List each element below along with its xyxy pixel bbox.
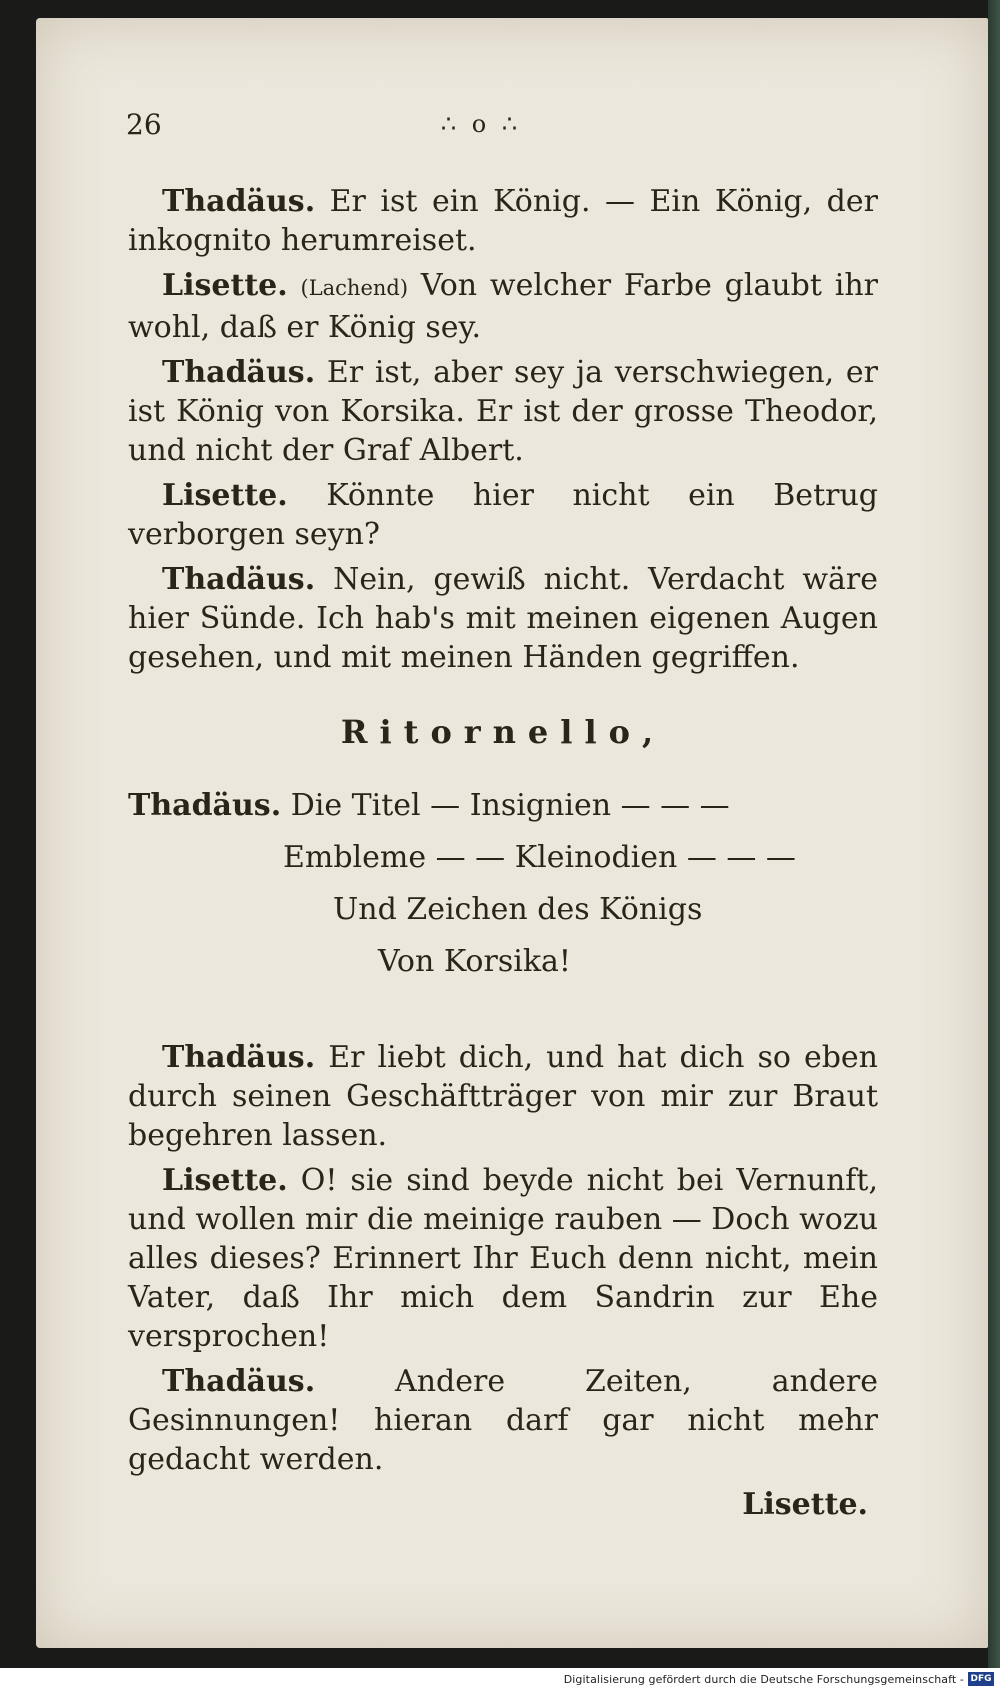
speaker-name: Thadäus. xyxy=(162,1364,316,1399)
speaker-name: Lisette. xyxy=(162,478,288,513)
dialogue-paragraph xyxy=(128,560,878,677)
digitization-credit: Digitalisierung gefördert durch die Deutsche Forschungsgemeinschaft - xyxy=(563,1673,964,1686)
dialogue-text: Er ist, aber sey ja verschwiegen, er ist König von Korsika. Er ist der grosse Theodor, und nicht der Graf Albert. xyxy=(128,355,878,468)
verse-line xyxy=(128,780,878,832)
catchword: Lisette. xyxy=(742,1487,868,1522)
verse-text: Die Titel — Insignien — — — xyxy=(290,788,730,823)
page-text xyxy=(128,182,878,1524)
dialogue-text: Könnte hier nicht ein Betrug verborgen seyn? xyxy=(128,478,878,552)
verse-block xyxy=(128,780,878,988)
dfg-logo-icon: DFG xyxy=(968,1672,994,1686)
section-heading: Ritornello, xyxy=(340,713,666,751)
dialogue-text: Nein, gewiß nicht. Verdacht wäre hier Sünde. Ich hab's mit meinen eigenen Augen gesehen, und mit meinen Händen gegriffen. xyxy=(128,562,878,675)
verse-line: Von Korsika! xyxy=(378,944,571,979)
speaker-name: Thadäus. xyxy=(128,788,282,823)
dialogue-paragraph xyxy=(128,476,878,554)
verse-line: Und Zeichen des Königs xyxy=(333,892,703,927)
speaker-name: Thadäus. xyxy=(162,1040,316,1075)
page-header xyxy=(86,108,876,148)
dialogue-paragraph xyxy=(128,1038,878,1155)
header-ornament: ∴ o ∴ xyxy=(440,110,522,138)
dialogue-text: Von welcher Farbe glaubt ihr wohl, daß er König sey. xyxy=(128,268,878,345)
dialogue-text: O! sie sind beyde nicht bei Vernunft, und wollen mir die meinige rauben — Doch wozu alles dieses? Erinnert Ihr Euch denn nicht, mein Vater, daß Ihr mich dem Sandrin zur Ehe versprochen! xyxy=(128,1163,878,1354)
page-number: 26 xyxy=(126,108,162,141)
dialogue-paragraph xyxy=(128,1362,878,1479)
dialogue-paragraph xyxy=(128,353,878,470)
dialogue-paragraph xyxy=(128,1161,878,1356)
speaker-name: Lisette. xyxy=(162,268,288,303)
dialogue-paragraph xyxy=(128,182,878,260)
stage-direction: (Lachend) xyxy=(300,276,409,300)
footer-bar xyxy=(0,1668,1000,1690)
speaker-name: Thadäus. xyxy=(162,184,316,219)
dialogue-text: Er liebt dich, und hat dich so eben durch seinen Geschäftträger von mir zur Braut begehren lassen. xyxy=(128,1040,878,1153)
dialogue-text: Andere Zeiten, andere Gesinnungen! hieran darf gar nicht mehr gedacht werden. xyxy=(128,1364,878,1477)
dialogue-paragraph xyxy=(128,266,878,347)
spacer xyxy=(128,1002,878,1038)
book-spine-edge xyxy=(988,0,1000,1690)
speaker-name: Lisette. xyxy=(162,1163,288,1198)
verse-line: Embleme — — Kleinodien — — — xyxy=(283,840,796,875)
speaker-name: Thadäus. xyxy=(162,355,316,390)
speaker-name: Thadäus. xyxy=(162,562,316,597)
dialogue-text: Er ist ein König. — Ein König, der inkognito herumreiset. xyxy=(128,184,878,258)
